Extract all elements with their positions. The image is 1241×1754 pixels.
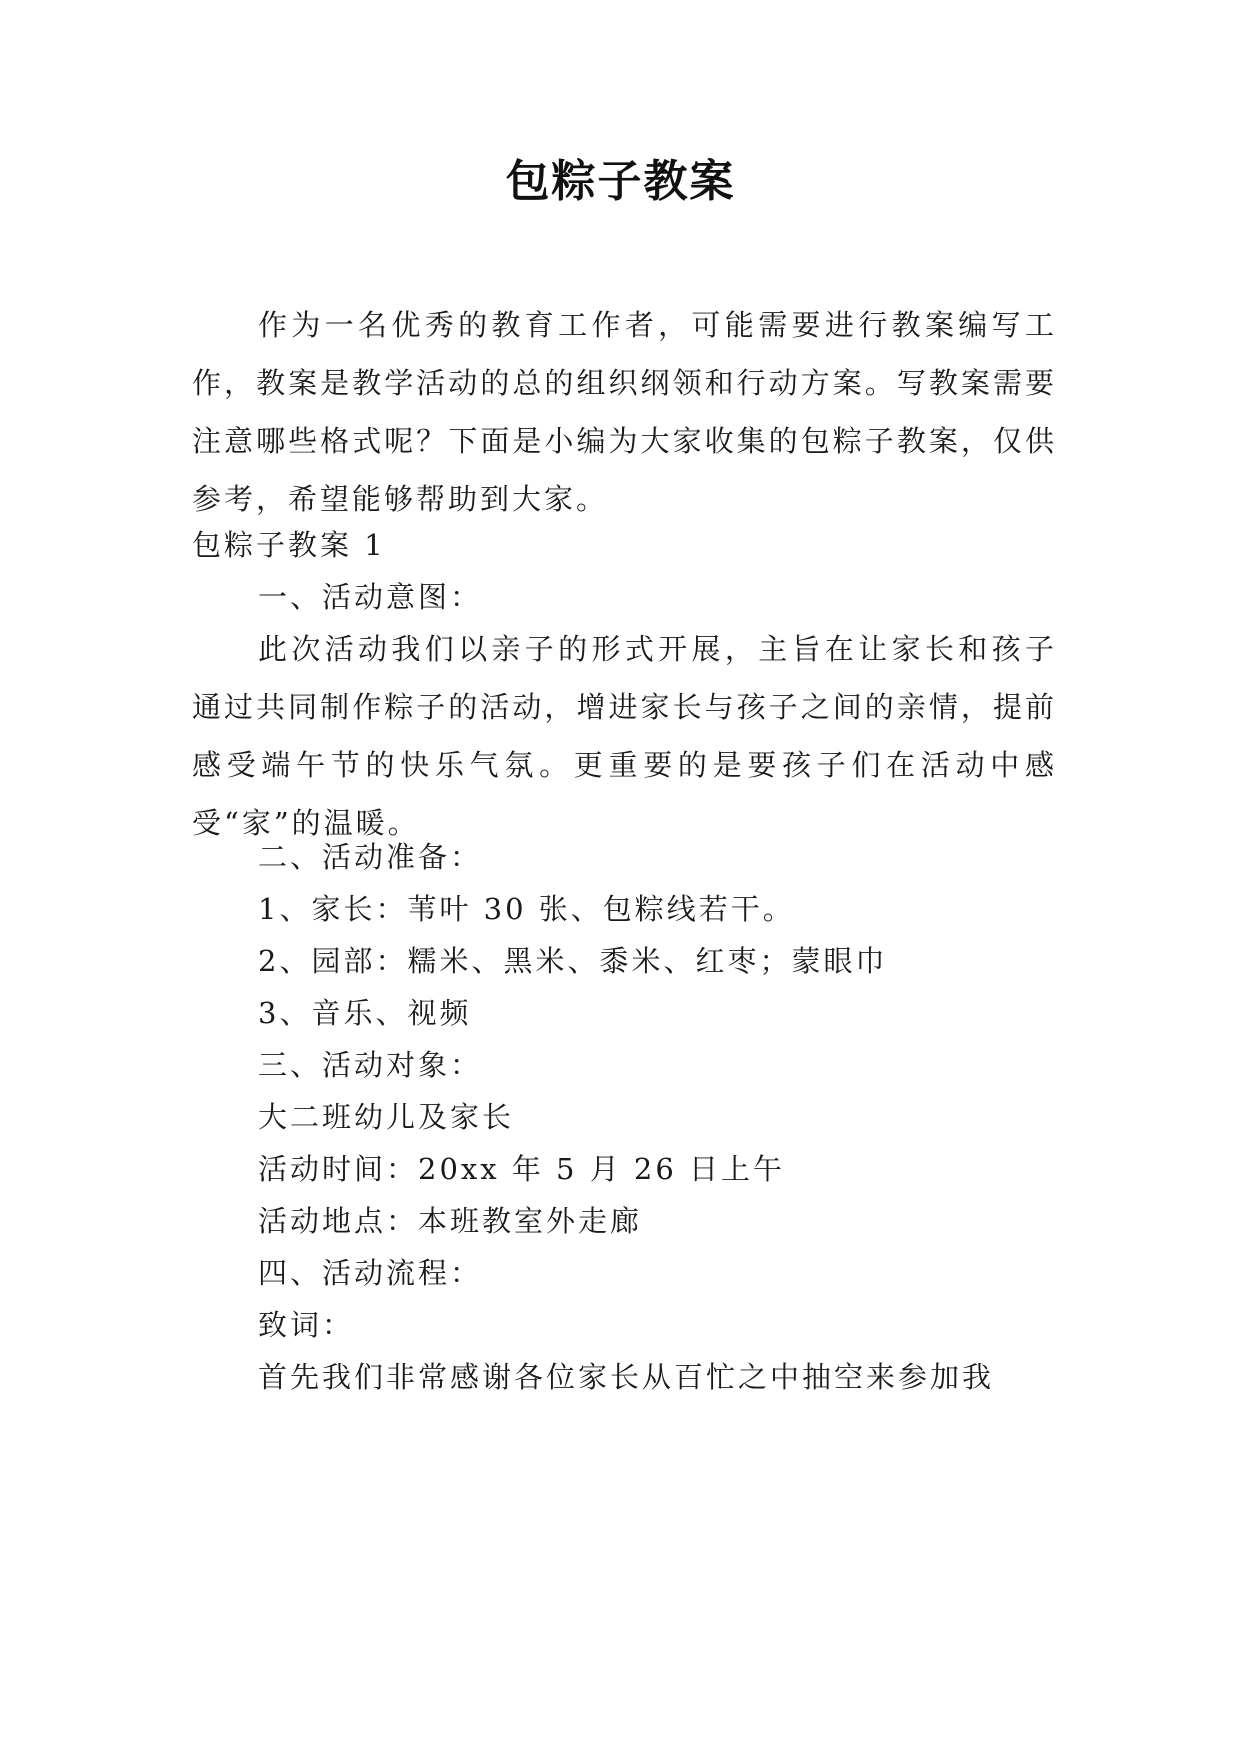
prep-item-school: 2、园部：糯米、黑米、黍米、红枣；蒙眼巾 (258, 944, 888, 978)
heading-activity-intent: 一、活动意图： (258, 580, 483, 614)
heading-activity-prep: 二、活动准备： (258, 840, 483, 874)
section-heading: 包粽子教案 1 (192, 528, 386, 562)
activity-time: 活动时间：20xx 年 5 月 26 日上午 (258, 1152, 786, 1186)
intro-paragraph: 作为一名优秀的教育工作者，可能需要进行教案编写工作，教案是教学活动的总的组织纲领和行动方案。写教案需要注意哪些格式呢？下面是小编为大家收集的包粽子教案，仅供参考，希望能够帮助到大家。 (192, 308, 1057, 516)
heading-activity-process: 四、活动流程： (258, 1256, 483, 1290)
activity-target: 大二班幼儿及家长 (258, 1100, 515, 1134)
document-title: 包粽子教案 (505, 156, 736, 207)
activity-place: 活动地点：本班教室外走廊 (258, 1204, 643, 1238)
paragraph-activity-intent: 此次活动我们以亲子的形式开展，主旨在让家长和孩子通过共同制作粽子的活动，增进家长与孩子之间的亲情，提前感受端午节的快乐气氛。更重要的是要孩子们在活动中感受“家”的温暖。 (192, 632, 1057, 840)
prep-item-parents: 1、家长：苇叶 30 张、包粽线若干。 (258, 892, 795, 926)
speech-first-line: 首先我们非常感谢各位家长从百忙之中抽空来参加我 (258, 1360, 995, 1394)
prep-item-media: 3、音乐、视频 (258, 996, 472, 1030)
speech-label: 致词： (258, 1308, 355, 1342)
heading-activity-target: 三、活动对象： (258, 1048, 483, 1082)
